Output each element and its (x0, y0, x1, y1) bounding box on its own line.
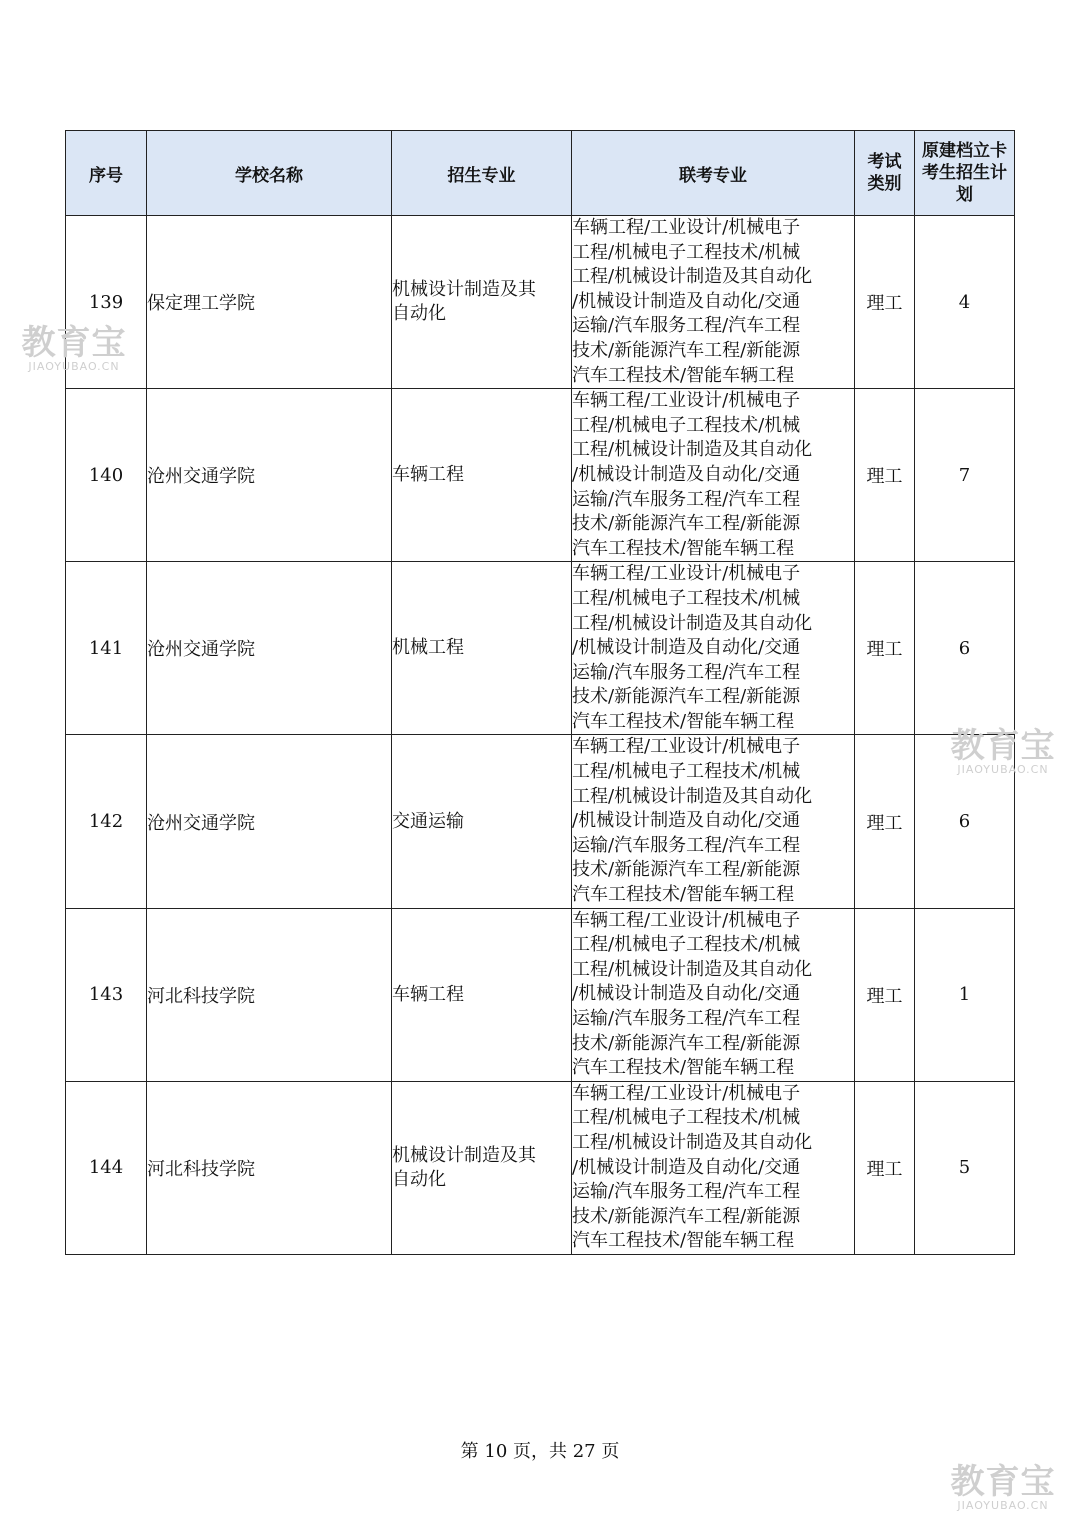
exam-line: 汽车工程技术/智能车辆工程 (572, 537, 795, 559)
exam-line: 技术/新能源汽车工程/新能源 (572, 339, 801, 361)
exam-line: 工程/机械设计制造及其自动化 (572, 266, 813, 288)
exam-line: 技术/新能源汽车工程/新能源 (572, 686, 801, 708)
exam-line: /机械设计制造及自动化/交通 (572, 983, 801, 1005)
header-plan (915, 131, 1015, 216)
header-category-line: 考试 (867, 152, 902, 172)
row-plan: 5 (915, 1081, 1015, 1254)
exam-line: 运输/汽车服务工程/汽车工程 (572, 488, 801, 510)
watermark-sub: JIAOYUBAO.CN (957, 763, 1049, 776)
exam-line: 车辆工程/工业设计/机械电子 (572, 217, 801, 238)
row-major (392, 389, 572, 562)
exam-line: 技术/新能源汽车工程/新能源 (572, 1032, 801, 1054)
header-plan-line: 原建档立卡 (922, 141, 1007, 161)
header-category-line: 类别 (867, 174, 902, 194)
page-footer: 第 10 页，共 27 页 (460, 1441, 620, 1462)
row-school: 河北科技学院 (147, 1081, 392, 1254)
row-index: 144 (66, 1081, 147, 1254)
table-row (66, 389, 1015, 562)
exam-line: 工程/机械电子工程技术/机械 (572, 414, 801, 436)
row-major (392, 562, 572, 735)
exam-line: 工程/机械电子工程技术/机械 (572, 1107, 801, 1129)
row-school: 沧州交通学院 (147, 562, 392, 735)
major-line: 车辆工程 (392, 464, 464, 486)
major-line: 机械工程 (392, 637, 464, 659)
exam-line: /机械设计制造及自动化/交通 (572, 1156, 801, 1178)
exam-line: 工程/机械设计制造及其自动化 (572, 612, 813, 634)
major-line: 车辆工程 (392, 983, 464, 1005)
table-body (66, 216, 1015, 1255)
watermark-logo (944, 728, 1062, 776)
exam-line: 运输/汽车服务工程/汽车工程 (572, 661, 801, 683)
row-exam-major (572, 216, 855, 389)
watermark-sub: JIAOYUBAO.CN (957, 1499, 1049, 1512)
exam-line: 工程/机械电子工程技术/机械 (572, 761, 801, 783)
row-plan: 7 (915, 389, 1015, 562)
exam-line: 运输/汽车服务工程/汽车工程 (572, 1181, 801, 1203)
exam-line: /机械设计制造及自动化/交通 (572, 463, 801, 485)
row-category: 理工 (855, 908, 915, 1081)
watermark-logo (15, 325, 133, 373)
header-school: 学校名称 (147, 131, 392, 216)
major-line: 自动化 (392, 1168, 446, 1190)
row-plan: 1 (915, 908, 1015, 1081)
table-header-row (66, 131, 1015, 216)
exam-line: 车辆工程/工业设计/机械电子 (572, 390, 801, 412)
exam-line: 运输/汽车服务工程/汽车工程 (572, 834, 801, 856)
major-line: 机械设计制造及其 (392, 279, 536, 301)
row-major (392, 908, 572, 1081)
exam-line: /机械设计制造及自动化/交通 (572, 290, 801, 312)
row-plan: 6 (915, 735, 1015, 908)
header-plan-line: 考生招生计 (922, 163, 1007, 183)
exam-line: 车辆工程/工业设计/机械电子 (572, 1082, 801, 1104)
header-plan-line: 划 (956, 185, 973, 205)
row-index: 139 (66, 216, 147, 389)
row-index: 143 (66, 908, 147, 1081)
row-category: 理工 (855, 389, 915, 562)
header-major: 招生专业 (392, 131, 572, 216)
table-row (66, 735, 1015, 908)
exam-line: /机械设计制造及自动化/交通 (572, 637, 801, 659)
exam-line: 运输/汽车服务工程/汽车工程 (572, 315, 801, 337)
exam-line: 运输/汽车服务工程/汽车工程 (572, 1008, 801, 1029)
table-row (66, 908, 1015, 1081)
table-row (66, 216, 1015, 389)
row-exam-major (572, 389, 855, 562)
watermark-main: 教育宝 (21, 323, 127, 363)
header-index: 序号 (66, 131, 147, 216)
row-category: 理工 (855, 1081, 915, 1254)
exam-line: 工程/机械设计制造及其自动化 (572, 439, 813, 461)
row-plan: 6 (915, 562, 1015, 735)
row-index: 141 (66, 562, 147, 735)
major-line: 交通运输 (392, 810, 464, 832)
exam-line: 汽车工程技术/智能车辆工程 (572, 364, 795, 386)
major-line: 自动化 (392, 303, 446, 325)
table-row (66, 562, 1015, 735)
row-exam-major (572, 908, 855, 1081)
row-major (392, 1081, 572, 1254)
watermark-main: 教育宝 (950, 726, 1056, 766)
row-exam-major (572, 562, 855, 735)
exam-line: 工程/机械电子工程技术/机械 (572, 241, 801, 263)
exam-line: /机械设计制造及自动化/交通 (572, 810, 801, 832)
exam-line: 技术/新能源汽车工程/新能源 (572, 859, 801, 881)
watermark-main: 教育宝 (950, 1462, 1056, 1502)
exam-line: 工程/机械电子工程技术/机械 (572, 587, 801, 609)
row-category: 理工 (855, 216, 915, 389)
exam-line: 工程/机械设计制造及其自动化 (572, 785, 813, 807)
table-row (66, 1081, 1015, 1254)
row-school: 保定理工学院 (147, 216, 392, 389)
exam-line: 工程/机械设计制造及其自动化 (572, 1131, 813, 1153)
row-major (392, 735, 572, 908)
watermark-sub: JIAOYUBAO.CN (28, 360, 120, 373)
enrollment-plan-table (65, 130, 1015, 1255)
exam-line: 汽车工程技术/智能车辆工程 (572, 884, 795, 906)
exam-line: 技术/新能源汽车工程/新能源 (572, 1205, 801, 1227)
row-category: 理工 (855, 562, 915, 735)
row-exam-major (572, 1081, 855, 1254)
exam-line: 工程/机械设计制造及其自动化 (572, 958, 813, 980)
exam-line: 车辆工程/工业设计/机械电子 (572, 909, 801, 931)
row-plan: 4 (915, 216, 1015, 389)
row-category: 理工 (855, 735, 915, 908)
exam-line: 技术/新能源汽车工程/新能源 (572, 513, 801, 535)
row-major (392, 216, 572, 389)
exam-line: 车辆工程/工业设计/机械电子 (572, 736, 801, 758)
exam-line: 汽车工程技术/智能车辆工程 (572, 710, 795, 732)
exam-line: 车辆工程/工业设计/机械电子 (572, 563, 801, 585)
watermark-logo (944, 1464, 1062, 1512)
row-index: 140 (66, 389, 147, 562)
exam-line: 工程/机械电子工程技术/机械 (572, 934, 801, 956)
exam-line: 汽车工程技术/智能车辆工程 (572, 1230, 795, 1252)
row-school: 河北科技学院 (147, 908, 392, 1081)
row-school: 沧州交通学院 (147, 389, 392, 562)
header-exam-major: 联考专业 (572, 131, 855, 216)
major-line: 机械设计制造及其 (392, 1144, 536, 1166)
header-category (855, 131, 915, 216)
exam-line: 汽车工程技术/智能车辆工程 (572, 1057, 795, 1079)
row-school: 沧州交通学院 (147, 735, 392, 908)
row-index: 142 (66, 735, 147, 908)
row-exam-major (572, 735, 855, 908)
